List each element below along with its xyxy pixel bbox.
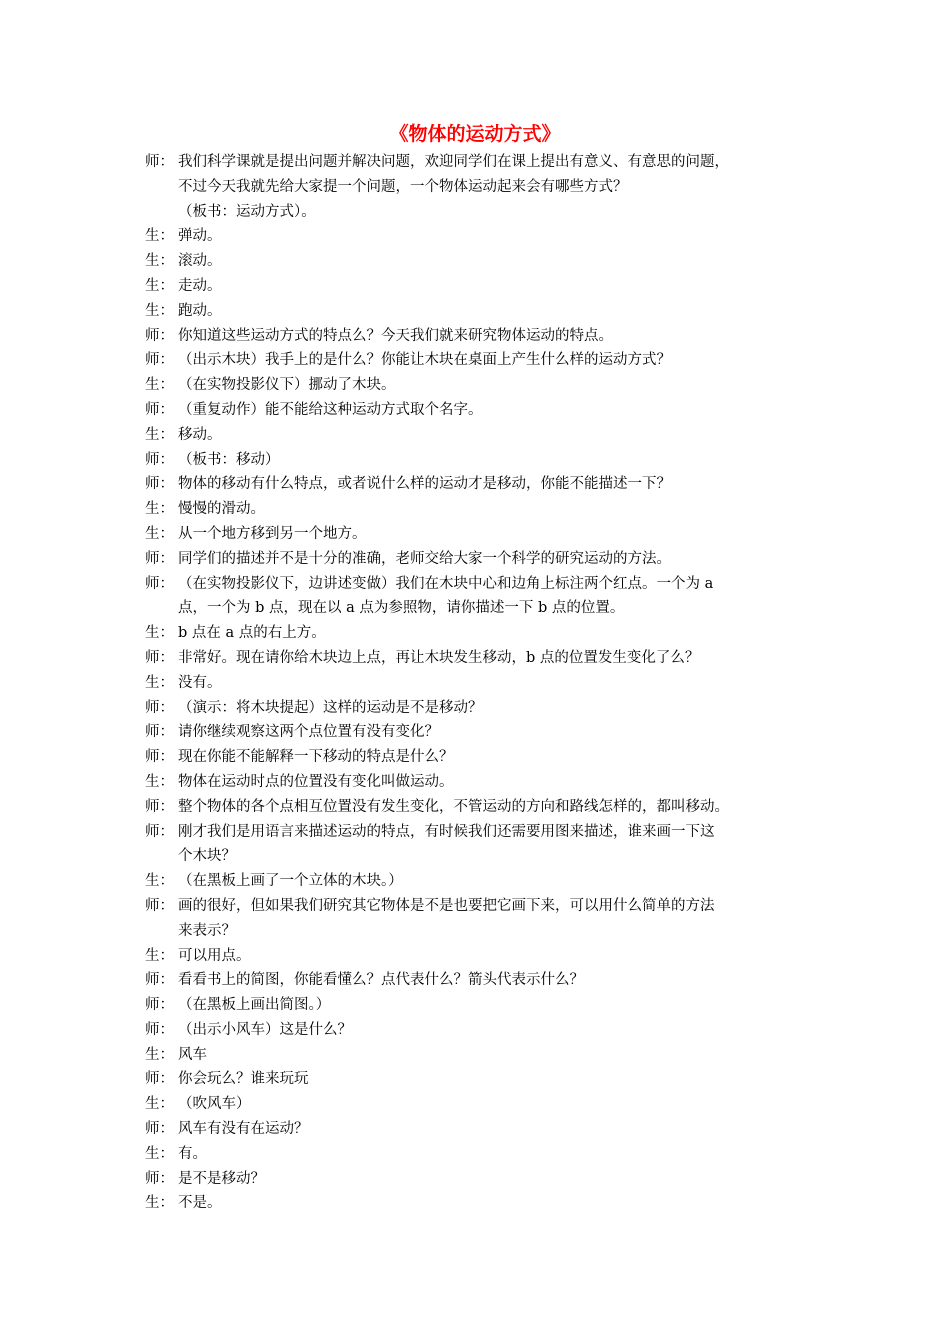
dialogue-line [145, 968, 815, 993]
speaker-label: 师： [145, 798, 174, 815]
line-text: 有。 [178, 1145, 207, 1162]
speaker-label: 师： [145, 550, 174, 567]
line-text: 点，一个为 b 点，现在以 a 点为参照物，请你描述一下 b 点的位置。 [178, 600, 625, 617]
line-text: 现在你能不能解释一下移动的特点是什么？ [178, 749, 454, 766]
dialogue-line [145, 373, 815, 398]
line-text: 我们科学课就是提出问题并解决问题，欢迎同学们在课上提出有意义、有意思的问题， [178, 154, 729, 170]
speaker-label: 生： [145, 625, 174, 642]
line-text: 来表示？ [178, 922, 236, 939]
dialogue-line [145, 1043, 815, 1068]
line-text: 不是。 [178, 1195, 222, 1212]
dialogue-line [145, 770, 815, 795]
dialogue-list [145, 150, 815, 1216]
line-text: 弹动。 [178, 228, 222, 245]
dialogue-line [145, 993, 815, 1018]
dialogue-line [145, 299, 815, 324]
dialogue-line [145, 1092, 815, 1117]
speaker-label: 师： [145, 699, 174, 716]
speaker-label: 师： [145, 154, 174, 170]
dialogue-line [145, 671, 815, 696]
dialogue-line [145, 720, 815, 745]
speaker-label: 师： [145, 401, 174, 418]
line-text: （在实物投影仪下，边讲述变做）我们在木块中心和边角上标注两个红点。一个为 a [178, 575, 714, 592]
line-text: 慢慢的滑动。 [178, 501, 265, 518]
dialogue-line [145, 572, 815, 597]
line-text: 你会玩么？谁来玩玩 [178, 1071, 309, 1088]
line-text: 画的很好，但如果我们研究其它物体是不是也要把它画下来，可以用什么简单的方法 [178, 897, 715, 914]
speaker-label: 师： [145, 997, 174, 1014]
dialogue-line [145, 1142, 815, 1167]
dialogue-line [145, 249, 815, 274]
line-text: 刚才我们是用语言来描述运动的特点，有时候我们还需要用图来描述，谁来画一下这 [178, 823, 715, 840]
line-text: （在实物投影仪下）挪动了木块。 [178, 377, 396, 394]
line-text: 是不是移动？ [178, 1170, 265, 1187]
dialogue-line [145, 596, 815, 621]
line-text: （在黑板上画出简图。） [178, 997, 331, 1014]
speaker-label: 师： [145, 476, 174, 493]
line-text: 看看书上的简图，你能看懂么？点代表什么？箭头代表示什么？ [178, 972, 584, 989]
line-text: 你知道这些运动方式的特点么？今天我们就来研究物体运动的特点。 [178, 327, 613, 344]
speaker-label: 生： [145, 228, 174, 245]
speaker-label: 师： [145, 749, 174, 766]
dialogue-line [145, 547, 815, 572]
dialogue-line [145, 1117, 815, 1142]
dialogue-line [145, 646, 815, 671]
dialogue-line [145, 398, 815, 423]
line-text: b 点在 a 点的右上方。 [178, 625, 326, 642]
speaker-label: 师： [145, 972, 174, 989]
line-text: 物体在运动时点的位置没有变化叫做运动。 [178, 773, 454, 790]
dialogue-line [145, 200, 815, 225]
document-title: 《物体的运动方式》 [389, 123, 561, 145]
speaker-label: 师： [145, 1170, 174, 1187]
line-text: （板书：运动方式）。 [178, 203, 316, 220]
line-text: （在黑板上画了一个立体的木块。） [178, 873, 403, 890]
line-text: 请你继续观察这两个点位置有没有变化？ [178, 724, 439, 741]
speaker-label: 生： [145, 1096, 174, 1113]
line-text: 不过今天我就先给大家提一个问题，一个物体运动起来会有哪些方式？ [178, 178, 628, 195]
speaker-label: 生： [145, 253, 174, 270]
dialogue-line [145, 224, 815, 249]
line-text: 滚动。 [178, 253, 222, 270]
dialogue-line [145, 175, 815, 200]
dialogue-line [145, 348, 815, 373]
speaker-label: 生： [145, 773, 174, 790]
line-text: （出示木块）我手上的是什么？你能让木块在桌面上产生什么样的运动方式？ [178, 352, 671, 369]
line-text: 走动。 [178, 277, 222, 294]
speaker-label: 师： [145, 1021, 174, 1038]
line-text: （板书：移动） [178, 451, 280, 468]
line-text: 移动。 [178, 426, 222, 443]
dialogue-line [145, 1067, 815, 1092]
line-text: （重复动作）能不能给这种运动方式取个名字。 [178, 401, 483, 418]
dialogue-line [145, 1167, 815, 1192]
dialogue-line [145, 1191, 815, 1216]
speaker-label: 师： [145, 451, 174, 468]
line-text: 同学们的描述并不是十分的准确，老师交给大家一个科学的研究运动的方法。 [178, 550, 671, 567]
line-text: 没有。 [178, 674, 222, 691]
line-text: 可以用点。 [178, 947, 251, 964]
dialogue-line [145, 844, 815, 869]
speaker-label: 生： [145, 377, 174, 394]
dialogue-line [145, 522, 815, 547]
speaker-label: 生： [145, 277, 174, 294]
dialogue-line [145, 869, 815, 894]
dialogue-line [145, 820, 815, 845]
dialogue-line [145, 448, 815, 473]
line-text: 跑动。 [178, 302, 222, 319]
dialogue-line [145, 274, 815, 299]
dialogue-line [145, 745, 815, 770]
speaker-label: 师： [145, 1121, 174, 1138]
speaker-label: 生： [145, 1145, 174, 1162]
dialogue-line [145, 944, 815, 969]
speaker-label: 师： [145, 823, 174, 840]
dialogue-line [145, 795, 815, 820]
line-text: 个木块？ [178, 848, 236, 865]
line-text: 风车有没有在运动？ [178, 1121, 309, 1138]
speaker-label: 生： [145, 1046, 174, 1063]
line-text: 整个物体的各个点相互位置没有发生变化，不管运动的方向和路线怎样的，都叫移动。 [178, 798, 729, 815]
speaker-label: 师： [145, 352, 174, 369]
dialogue-line [145, 324, 815, 349]
dialogue-line [145, 894, 815, 919]
dialogue-line [145, 919, 815, 944]
dialogue-line [145, 423, 815, 448]
line-text: 风车 [178, 1046, 207, 1063]
line-text: 非常好。现在请你给木块边上点，再让木块发生移动，b 点的位置发生变化了么？ [178, 649, 700, 666]
line-text: （演示：将木块提起）这样的运动是不是移动？ [178, 699, 483, 716]
line-text: （出示小风车）这是什么？ [178, 1021, 352, 1038]
speaker-label: 师： [145, 1071, 174, 1088]
line-text: （吹风车） [178, 1096, 251, 1113]
dialogue-line [145, 472, 815, 497]
dialogue-line [145, 621, 815, 646]
speaker-label: 生： [145, 674, 174, 691]
speaker-label: 生： [145, 873, 174, 890]
dialogue-line [145, 1018, 815, 1043]
speaker-label: 生： [145, 947, 174, 964]
dialogue-line [145, 696, 815, 721]
speaker-label: 生： [145, 501, 174, 518]
speaker-label: 师： [145, 649, 174, 666]
speaker-label: 师： [145, 724, 174, 741]
line-text: 物体的移动有什么特点，或者说什么样的运动才是移动，你能不能描述一下？ [178, 476, 671, 493]
dialogue-line [145, 150, 815, 175]
speaker-label: 生： [145, 525, 174, 542]
line-text: 从一个地方移到另一个地方。 [178, 525, 367, 542]
speaker-label: 师： [145, 897, 174, 914]
speaker-label: 生： [145, 426, 174, 443]
speaker-label: 生： [145, 302, 174, 319]
speaker-label: 生： [145, 1195, 174, 1212]
speaker-label: 师： [145, 327, 174, 344]
dialogue-line [145, 497, 815, 522]
speaker-label: 师： [145, 575, 174, 592]
